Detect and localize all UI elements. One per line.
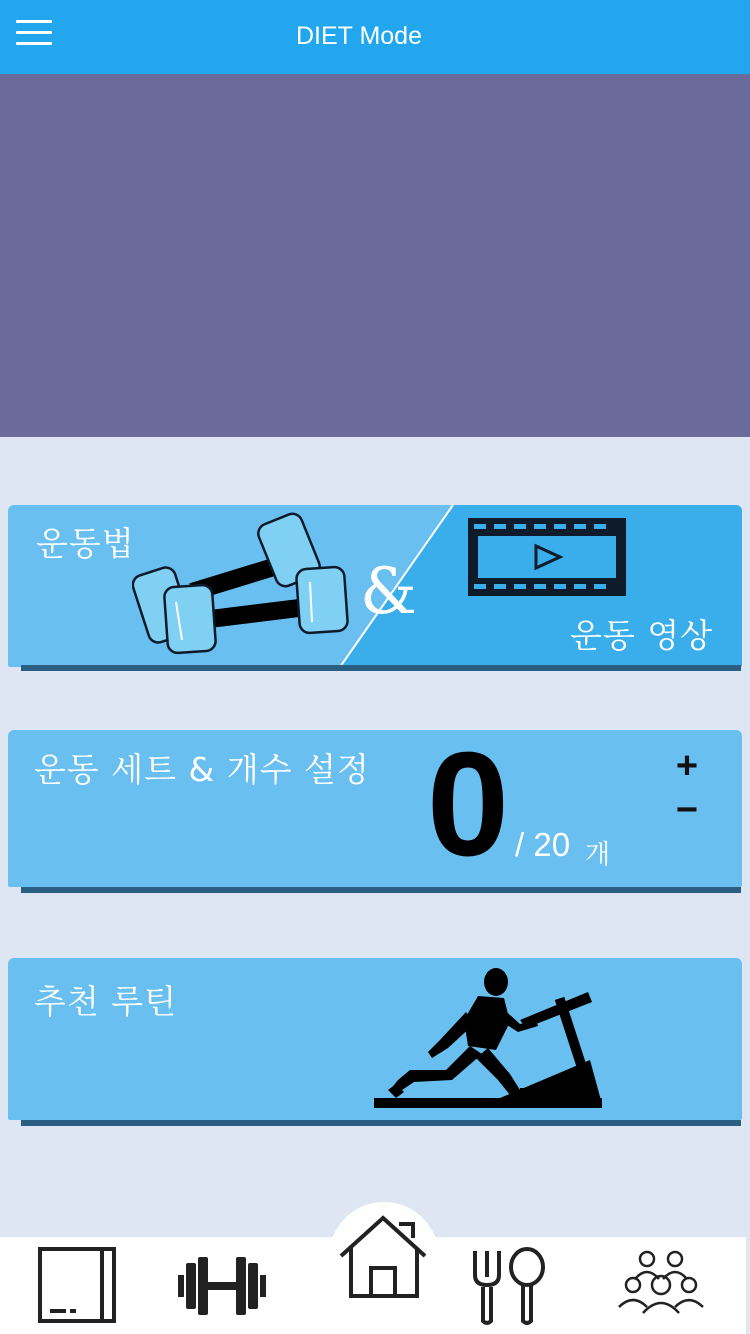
- card-shadow: [21, 1120, 741, 1126]
- nav-diet[interactable]: [455, 1237, 565, 1334]
- notebook-icon: [36, 1245, 120, 1325]
- set-count-label: 운동 세트 & 개수 설정: [34, 750, 370, 789]
- routine-label[interactable]: 추천 루틴: [34, 982, 178, 1021]
- nav-notebook[interactable]: [20, 1237, 130, 1334]
- count-unit: 개: [585, 840, 611, 870]
- treadmill-runner-icon: [370, 962, 610, 1116]
- nav-home[interactable]: [329, 1202, 439, 1312]
- nav-community[interactable]: [605, 1237, 725, 1334]
- current-count: 0: [426, 722, 510, 887]
- community-icon: [613, 1249, 709, 1321]
- increment-button[interactable]: +: [675, 745, 699, 787]
- dumbbells-icon[interactable]: [132, 512, 354, 657]
- page-title: DIET Mode: [296, 22, 422, 50]
- card-shadow: [21, 665, 741, 671]
- home-icon: [337, 1210, 431, 1302]
- exercise-method-label[interactable]: 운동법: [36, 524, 135, 563]
- video-film-icon[interactable]: [468, 518, 626, 596]
- fork-spoon-icon: [469, 1247, 553, 1327]
- banner: [0, 74, 750, 437]
- app-header: [0, 0, 750, 74]
- ampersand: &: [360, 555, 417, 629]
- nav-workout[interactable]: [160, 1237, 280, 1334]
- dumbbell-icon: [174, 1251, 270, 1321]
- card-shadow: [21, 887, 741, 893]
- total-count: / 20: [515, 826, 571, 863]
- exercise-video-label[interactable]: 운동 영상: [570, 616, 714, 655]
- decrement-button[interactable]: −: [675, 789, 699, 831]
